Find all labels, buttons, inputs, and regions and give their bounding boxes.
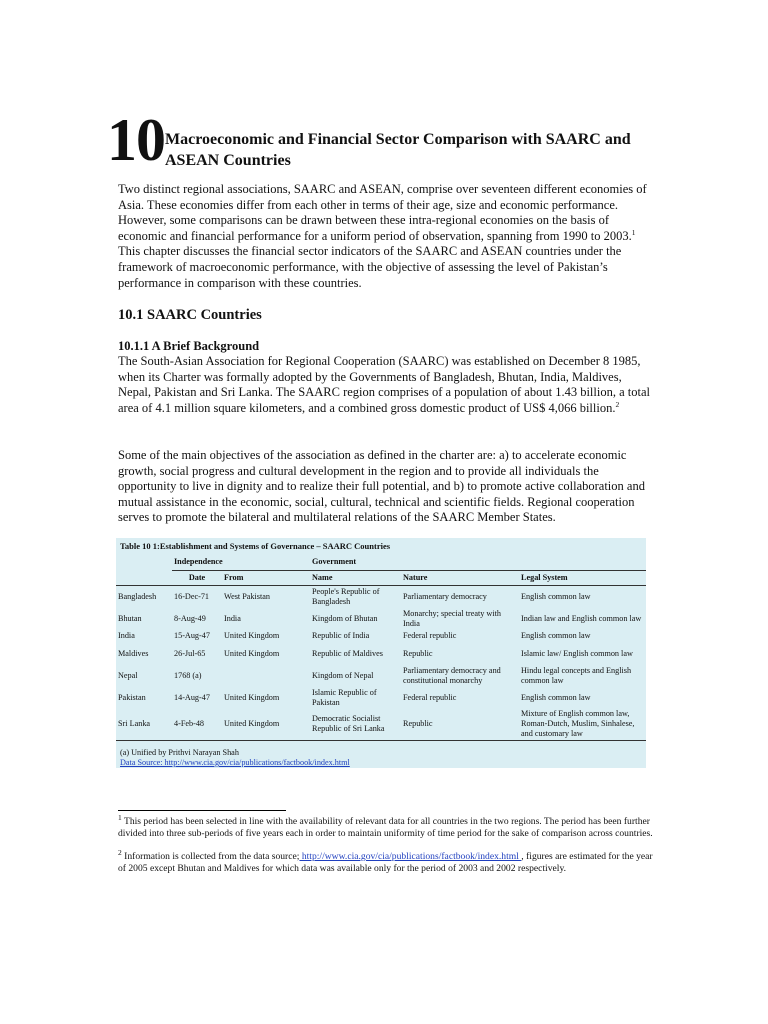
footnote-2-text-a: Information is collected from the data source; <box>121 851 300 862</box>
cell-nature: Parliamentary democracy and constitutional monarchy <box>403 665 501 685</box>
background-text: The South-Asian Association for Regional Cooperation (SAARC) was established on December 8 1985, when its Charter was formally adopted by the Governments of Bangladesh, Bhutan, India, Maldives, Nepal, Pakistan and Sri Lanka. The SAARC region comprises of a population of about 1.43 billion, a total area of 4.1 million square kilometers, and a combined gross domestic product of US$ 4,066 billion. <box>118 354 650 415</box>
objectives-paragraph: Some of the main objectives of the association as defined in the charter are: a) to accelerate economic growth, social progress and cultural development in the region and to provide all individuals the opportunity to live in dignity and to realize their full potential, and b) to promote active collaboration and mutual assistance in the economic, social, cultural, technical and scientific fields. Regional cooperation serves to promote the bilateral and multilateral relations of the SAARC Member States. <box>118 448 645 525</box>
col-from: From <box>222 571 310 586</box>
footnote-2-link[interactable]: http://www.cia.gov/cia/publications/factbook/index.html <box>299 851 522 862</box>
col-country <box>116 571 172 586</box>
cell-from: United Kingdom <box>224 631 280 640</box>
col-name: Name <box>310 571 401 586</box>
cell-from: West Pakistan <box>224 591 270 601</box>
footnote-1 <box>118 812 658 840</box>
cell-legal: Mixture of English common law, Roman-Dutch, Muslim, Sinhalese, and customary law <box>519 709 646 741</box>
footnote-2-text-b: , figures are estimated for the year of 2005 except Bhutan and Maldives for which data was available only for the period of 2003 and 2002 respectively. <box>118 851 653 874</box>
footnote-mark-1: 1 <box>118 812 122 822</box>
cell-country: Nepal <box>118 670 138 680</box>
table-source-link[interactable]: Data Source: http://www.cia.gov/cia/publications/factbook/index.html <box>120 758 350 767</box>
cell-name: Republic of Maldives <box>312 648 383 658</box>
cell-date: 1768 (a) <box>174 670 202 680</box>
cell-name: Kingdom of Bhutan <box>312 613 378 623</box>
cell-country: Maldives <box>118 648 149 658</box>
cell-country: Pakistan <box>118 692 146 702</box>
chapter-title: Macroeconomic and Financial Sector Comparison with SAARC and ASEAN Countries <box>165 131 631 169</box>
table-row <box>116 608 646 630</box>
cell-name: Kingdom of Nepal <box>312 670 374 680</box>
cell-from: India <box>224 613 241 623</box>
table-row <box>116 687 646 709</box>
governance-table <box>116 553 646 741</box>
cell-from: United Kingdom <box>222 709 310 741</box>
cell-nature: Republic <box>403 648 433 658</box>
background-paragraph <box>118 354 656 416</box>
subsection-heading: 10.1.1 A Brief Background <box>118 339 260 353</box>
cell-legal: Islamic law/ English common law <box>521 648 633 658</box>
cell-legal: English common law <box>521 591 591 601</box>
footnote-mark-2: 2 <box>118 847 122 857</box>
table-row <box>116 643 646 665</box>
cell-date: 14-Aug-47 <box>174 692 210 702</box>
cell-name: Islamic Republic of Pakistan <box>312 687 377 707</box>
cell-legal: Indian law and English common law <box>521 613 642 623</box>
footnote-ref-1[interactable]: 1 <box>631 227 636 237</box>
cell-legal: Hindu legal concepts and English common law <box>521 665 632 685</box>
cell-legal: English common law <box>521 692 591 702</box>
cell-date: 4-Feb-48 <box>172 709 222 741</box>
cell-from: United Kingdom <box>224 692 280 702</box>
cell-country: Sri Lanka <box>116 709 172 741</box>
cell-nature: Parliamentary democracy <box>403 591 487 601</box>
cell-nature: Monarchy; special treaty with India <box>403 608 501 628</box>
footnote-1-text: This period has been selected in line with the availability of relevant data for all countries in the two regions. The period has been further divided into three sub-periods of five years each in order to maintain uniformity of time period for the sake of comparison across countries. <box>118 816 653 839</box>
cell-name: Republic of India <box>312 631 370 640</box>
footnote-divider <box>118 810 286 811</box>
cell-legal: English common law <box>521 631 591 640</box>
table-corner <box>116 553 172 571</box>
table-caption: Table 10 1:Establishment and Systems of Governance – SAARC Countries <box>120 541 391 551</box>
cell-date: 26-Jul-65 <box>174 648 206 658</box>
col-date: Date <box>172 571 222 586</box>
table-row <box>116 709 646 741</box>
cell-date: 8-Aug-49 <box>174 613 206 623</box>
section-heading: 10.1 SAARC Countries <box>118 307 262 323</box>
cell-from: United Kingdom <box>224 648 280 658</box>
table-row <box>116 630 646 643</box>
intro-text-b: This chapter discusses the financial sector indicators of the SAARC and ASEAN countries under the framework of macroeconomic performance, with the objective of assessing the level of Pakistan’s performance in comparison with these countries. <box>118 244 622 290</box>
group-independence: Independence <box>172 553 310 571</box>
cell-country: India <box>118 631 135 640</box>
table-note: (a) Unified by Prithvi Narayan Shah <box>120 748 239 757</box>
cell-country: Bangladesh <box>118 591 157 601</box>
col-nature: Nature <box>401 571 519 586</box>
cell-nature: Republic <box>401 709 519 741</box>
cell-date: 15-Aug-47 <box>174 631 210 640</box>
col-legal: Legal System <box>519 571 646 586</box>
cell-nature: Federal republic <box>403 692 457 702</box>
intro-text-a: Two distinct regional associations, SAARC and ASEAN, comprise over seventeen different economies of Asia. These economies differ from each other in terms of their age, size and economic performance. However, some comparisons can be drawn between these intra-regional economies on the basis of economic and financial performance for a uniform period of observation, spanning from 1990 to 2003. <box>118 182 647 243</box>
cell-name: Democratic Socialist Republic of Sri Lanka <box>310 709 401 741</box>
cell-name: People's Republic of Bangladesh <box>312 586 380 606</box>
table-row <box>116 586 646 608</box>
footnote-2 <box>118 847 658 875</box>
cell-date: 16-Dec-71 <box>174 591 210 601</box>
group-government: Government <box>310 553 646 571</box>
footnote-ref-2[interactable]: 2 <box>615 399 620 409</box>
cell-from <box>222 665 310 687</box>
chapter-number: 10 <box>107 107 165 173</box>
cell-country: Bhutan <box>118 613 142 623</box>
cell-nature: Federal republic <box>403 631 457 640</box>
intro-paragraph <box>118 182 656 291</box>
table-row <box>116 665 646 687</box>
